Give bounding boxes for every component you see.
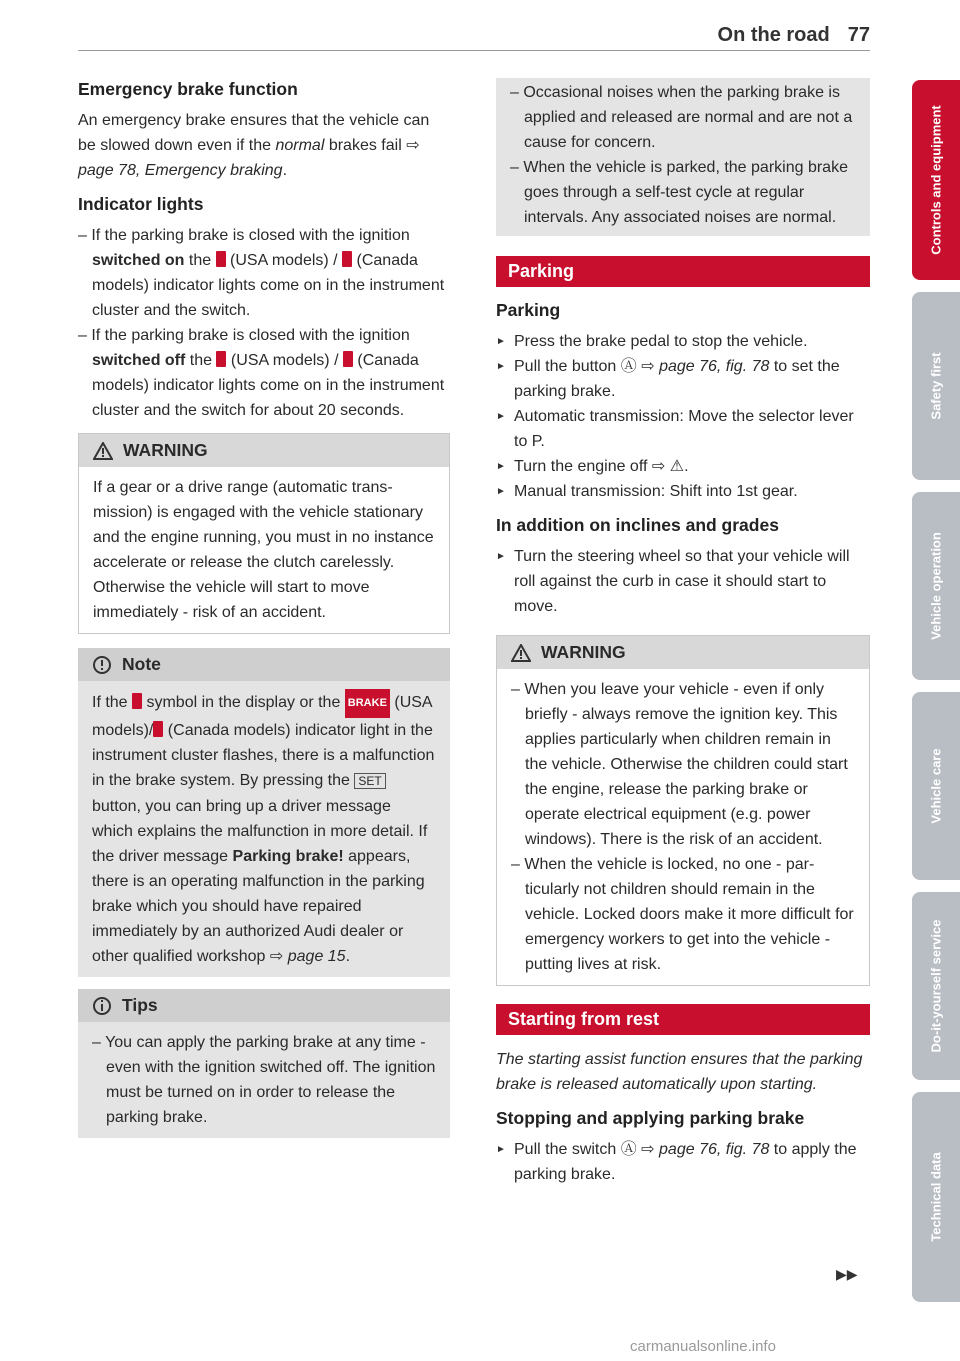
sidebar-tab-label: Do-it-yourself service [928,919,944,1053]
item-text: (USA models) / [226,352,343,369]
list-item: ► Turn the steering wheel so that your vehicle will roll against the curb in case it should start to move. [496,544,870,619]
list-item [78,223,450,323]
list-item: – You can apply the parking brake at any time - even with the ignition switched off. The ignition must be turned on in order to release the parking brake. [92,1030,436,1130]
brake-canada-icon [153,721,163,737]
stopping-steps [496,1137,870,1187]
sidebar-tab-label: Vehicle care [928,748,944,824]
item-text: (Canada models) indicator lights come on in the instrument cluster and the switch for about 20 seconds. [92,352,445,419]
callout-a-icon: Ⓐ [620,358,637,375]
step-text: Pull the button [514,358,621,375]
emergency-text [78,108,450,183]
parking-steps [496,329,870,504]
note-page-link[interactable]: ⇨ page 15 [269,948,346,965]
note-text [92,689,436,969]
note-bold: Parking brake! [232,848,344,865]
note-text-6: appears, there is an operating malfunction in the parking brake which you should have repaired immediately by an authorized Audi dealer or other qualified workshop [92,848,425,965]
list-item [496,454,870,479]
sidebar-tab-label: Controls and equipment [928,105,944,255]
emergency-italic: normal [275,137,325,154]
continue-arrow-icon: ▶▶ [836,1266,858,1282]
item-text: (USA models) / [225,252,343,269]
item-text: If the parking brake is closed with the ignition [91,327,410,344]
sidebar-tab-controls[interactable] [912,80,960,280]
tips-box [78,989,450,1138]
stopping-heading: Stopping and applying parking brake [496,1108,805,1128]
item-bold: switched off [92,352,186,369]
note-text-1: If the [92,694,133,711]
sidebar-tab-label: Technical data [928,1152,944,1242]
set-key: SET [354,773,385,789]
tips-list [92,1030,436,1130]
emergency-text-1: An emergency brake ensures that the vehicle can be slowed down even if the [78,112,430,154]
list-item: ► Press the brake pedal to stop the vehicle. [496,329,870,354]
note-ref-end: . [345,948,351,965]
list-item [78,323,450,423]
warning-link[interactable]: ⇨ ⚠. [651,458,689,475]
starting-section-bar: Starting from rest [496,1004,870,1035]
note-text-3: (USA models)/ [92,694,432,739]
sidebar-tab-label: Vehicle operation [928,532,944,640]
parking-brake-usa-icon [216,351,226,367]
warning-header [497,636,869,669]
warning-list [511,677,855,977]
emergency-text-2: brakes fail [324,137,407,154]
note-text-5: button, you can bring up a driver message which explains the malfunction in more detail. If the driver message [92,798,428,865]
parking-brake-usa-icon [216,251,226,267]
sidebar-tab-vehicle-care[interactable] [912,692,960,880]
note-title: Note [122,654,161,674]
tips-info-icon [92,996,112,1016]
left-column [78,78,450,1150]
step-text: to set the parking brake. [514,358,840,400]
list-item: – When you leave your vehicle - even if only briefly - always remove the ignition key. This applies particularly when children remain in the vehicle. Otherwise the children could start the engine, release the parking brake or operate electrical equipment (e.g. power windows). There is the risk of an accident. [511,677,855,852]
sidebar-tab-safety[interactable] [912,292,960,480]
warning-triangle-icon [511,644,531,662]
emergency-heading: Emergency brake function [78,79,298,99]
item-bold: switched on [92,252,185,269]
parking-brake-canada-icon [342,251,352,267]
watermark: carmanualsonline.info [630,1338,776,1355]
header-rule [78,50,870,51]
sidebar-tab-diy-service[interactable] [912,892,960,1080]
item-text: the [185,352,217,369]
tips-title: Tips [122,995,158,1015]
warning-box [78,433,450,634]
figure-link[interactable]: ⇨ page 76, fig. 78 [636,358,770,375]
chapter-title: On the road [717,24,830,46]
list-item [496,354,870,404]
sidebar-tab-label: Safety first [928,352,944,420]
step-text: to apply the parking brake. [514,1141,857,1183]
warning-title: WARNING [123,440,208,460]
note-text-2: symbol in the display or the [142,694,345,711]
item-text: the [184,252,216,269]
list-item: – When the vehicle is parked, the parking brake goes through a self-test cycle at regular intervals. Any associated noises are normal. [510,155,856,230]
list-item: ► Manual transmission: Shift into 1st gear. [496,479,870,504]
warning-box-right [496,635,870,986]
starting-intro: The starting assist function ensures that the parking brake is released automatically upon starting. [496,1051,863,1093]
tips-header [78,989,450,1022]
list-item: ► Automatic transmission: Move the selector lever to P. [496,404,870,454]
note-box [78,648,450,977]
sidebar-tab-technical-data[interactable] [912,1092,960,1302]
parking-section-bar: Parking [496,256,870,287]
step-text: Turn the engine off [514,458,652,475]
sidebar-tab-vehicle-operation[interactable] [912,492,960,680]
noise-box [496,78,870,236]
list-item: – When the vehicle is locked, no one - particularly not children should remain in the vehicle. Locked doors make it more difficult for emergency workers to get into the vehicle - putting lives at risk. [511,852,855,977]
right-column [496,78,870,1197]
inclines-heading: In addition on inclines and grades [496,515,779,535]
note-text-4: (Canada models) indicator light in the instrument cluster flashes, there is a malfunction in the brake system. By pressing the [92,722,435,789]
figure-link[interactable]: ⇨ page 76, fig. 78 [636,1141,770,1158]
page-header [600,24,870,47]
warning-text: If a gear or a drive range (automatic transmission) is engaged with the vehicle stationary and the engine running, you must in no instance accelerate or release the clutch carelessly. Otherwise the vehicle will start to move immediately - risk of an accident. [93,479,434,621]
item-text: (Canada models) indicator lights come on in the instrument cluster and the switch. [92,252,445,319]
emergency-ref-end: . [282,162,288,179]
parking-brake-canada-icon [343,351,353,367]
indicator-list [78,223,450,423]
indicator-heading: Indicator lights [78,194,204,214]
callout-a-icon: Ⓐ [620,1141,637,1158]
noise-list [510,80,856,230]
brake-symbol-icon [132,693,142,709]
note-info-icon [92,655,112,675]
brake-indicator-badge: BRAKE [345,689,390,718]
inclines-steps [496,544,870,619]
step-text: Pull the switch [514,1141,621,1158]
parking-heading: Parking [496,300,561,320]
list-item: – Occasional noises when the parking brake is applied and released are normal and are not a cause for concern. [510,80,856,155]
warning-triangle-icon [93,442,113,460]
page-number: 77 [847,24,870,46]
note-header [78,648,450,681]
warning-header [79,434,449,467]
list-item [496,1137,870,1187]
emergency-page-link[interactable]: ⇨ page 78, Emergency braking [78,137,420,179]
item-text: If the parking brake is closed with the ignition [91,227,410,244]
warning-title: WARNING [541,642,626,662]
